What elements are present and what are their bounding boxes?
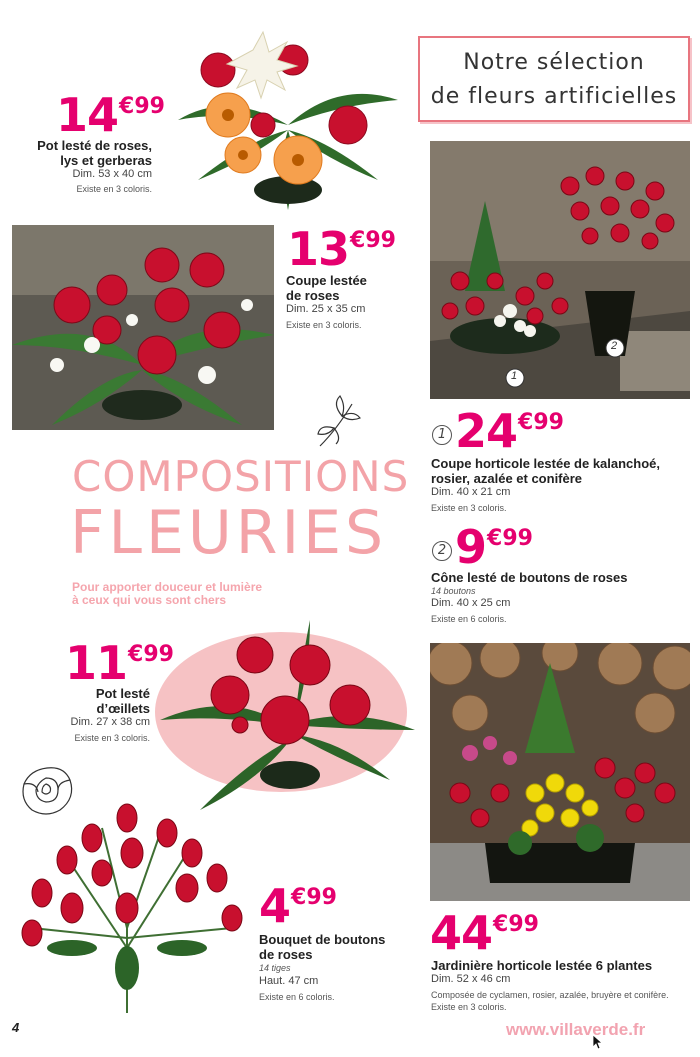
price-product-1: 14€99 [56, 88, 165, 142]
price-product-7: 44€99 [430, 906, 539, 960]
heading-compositions: COMPOSITIONS [72, 452, 410, 501]
photo-pot-oeillets [160, 610, 420, 820]
product-2-note: Existe en 3 coloris. [286, 320, 362, 330]
selection-banner [418, 36, 690, 122]
product-1-note: Existe en 3 coloris. [76, 184, 152, 194]
heading-tagline: Pour apporter douceur et lumière à ceux qui vous sont chers [72, 580, 263, 607]
product-3-note: Existe en 3 coloris. [431, 503, 507, 513]
selection-line1: Notre sélection [463, 50, 645, 75]
product-4-sub: 14 boutons [431, 586, 476, 596]
product-7-dim: Dim. 52 x 46 cm [431, 973, 511, 985]
product-6-sub: 14 tiges [259, 963, 291, 973]
photo-label-1: 1 [511, 370, 518, 382]
website-link[interactable]: www.villaverde.fr [506, 1020, 646, 1039]
photo-label-2: 2 [611, 340, 618, 352]
selection-line2: de fleurs artificielles [430, 84, 678, 109]
product-4-title: Cône lesté de boutons de roses [431, 570, 628, 585]
product-1-title: Pot lesté de roses, lys et gerberas [37, 138, 152, 168]
product-number-1: 1 [432, 425, 452, 445]
product-2-dim: Dim. 25 x 35 cm [286, 303, 366, 315]
photo-coupe-roses [12, 225, 274, 430]
photo-pot-roses-lys-gerberas [168, 30, 408, 215]
product-3-dim: Dim. 40 x 21 cm [431, 486, 511, 498]
product-5-title: Pot lesté d’œillets [95, 686, 150, 716]
product-5-dim: Dim. 27 x 38 cm [70, 716, 150, 728]
heading-fleuries: FLEURIES [70, 498, 388, 568]
product-number-2: 2 [432, 541, 452, 561]
product-2-title: Coupe lestée de roses [286, 273, 367, 303]
product-6-note: Existe en 6 coloris. [259, 992, 335, 1002]
price-product-2: 13€99 [287, 222, 396, 276]
photo-coupe-et-cone [430, 141, 690, 399]
mouse-cursor-icon [592, 1034, 604, 1050]
price-product-5: 11€99 [65, 636, 174, 690]
product-6-dim: Haut. 47 cm [259, 975, 319, 987]
product-5-note: Existe en 3 coloris. [74, 733, 150, 743]
page-number: 4 [12, 1020, 20, 1035]
price-product-4: 2 9€99 [432, 524, 533, 570]
product-3-title: Coupe horticole lestée de kalanchoé, rosier, azalée et conifère [431, 456, 661, 486]
price-product-3: 1 24€99 [432, 408, 564, 454]
product-4-dim: Dim. 40 x 25 cm [431, 597, 511, 609]
photo-bouquet-boutons [12, 798, 252, 1018]
photo-jardiniere [430, 643, 690, 901]
product-7-title: Jardinière horticole lestée 6 plantes [431, 958, 653, 973]
lily-sketch-icon [312, 394, 364, 452]
product-6-title: Bouquet de boutons de roses [259, 932, 386, 962]
product-1-dim: Dim. 53 x 40 cm [72, 168, 152, 180]
product-4-note: Existe en 6 coloris. [431, 614, 507, 624]
price-product-6: 4€99 [259, 879, 337, 933]
product-7-note: Existe en 3 coloris. [431, 1002, 507, 1012]
product-7-composition: Composée de cyclamen, rosier, azalée, bruyère et conifère. [431, 990, 669, 1000]
